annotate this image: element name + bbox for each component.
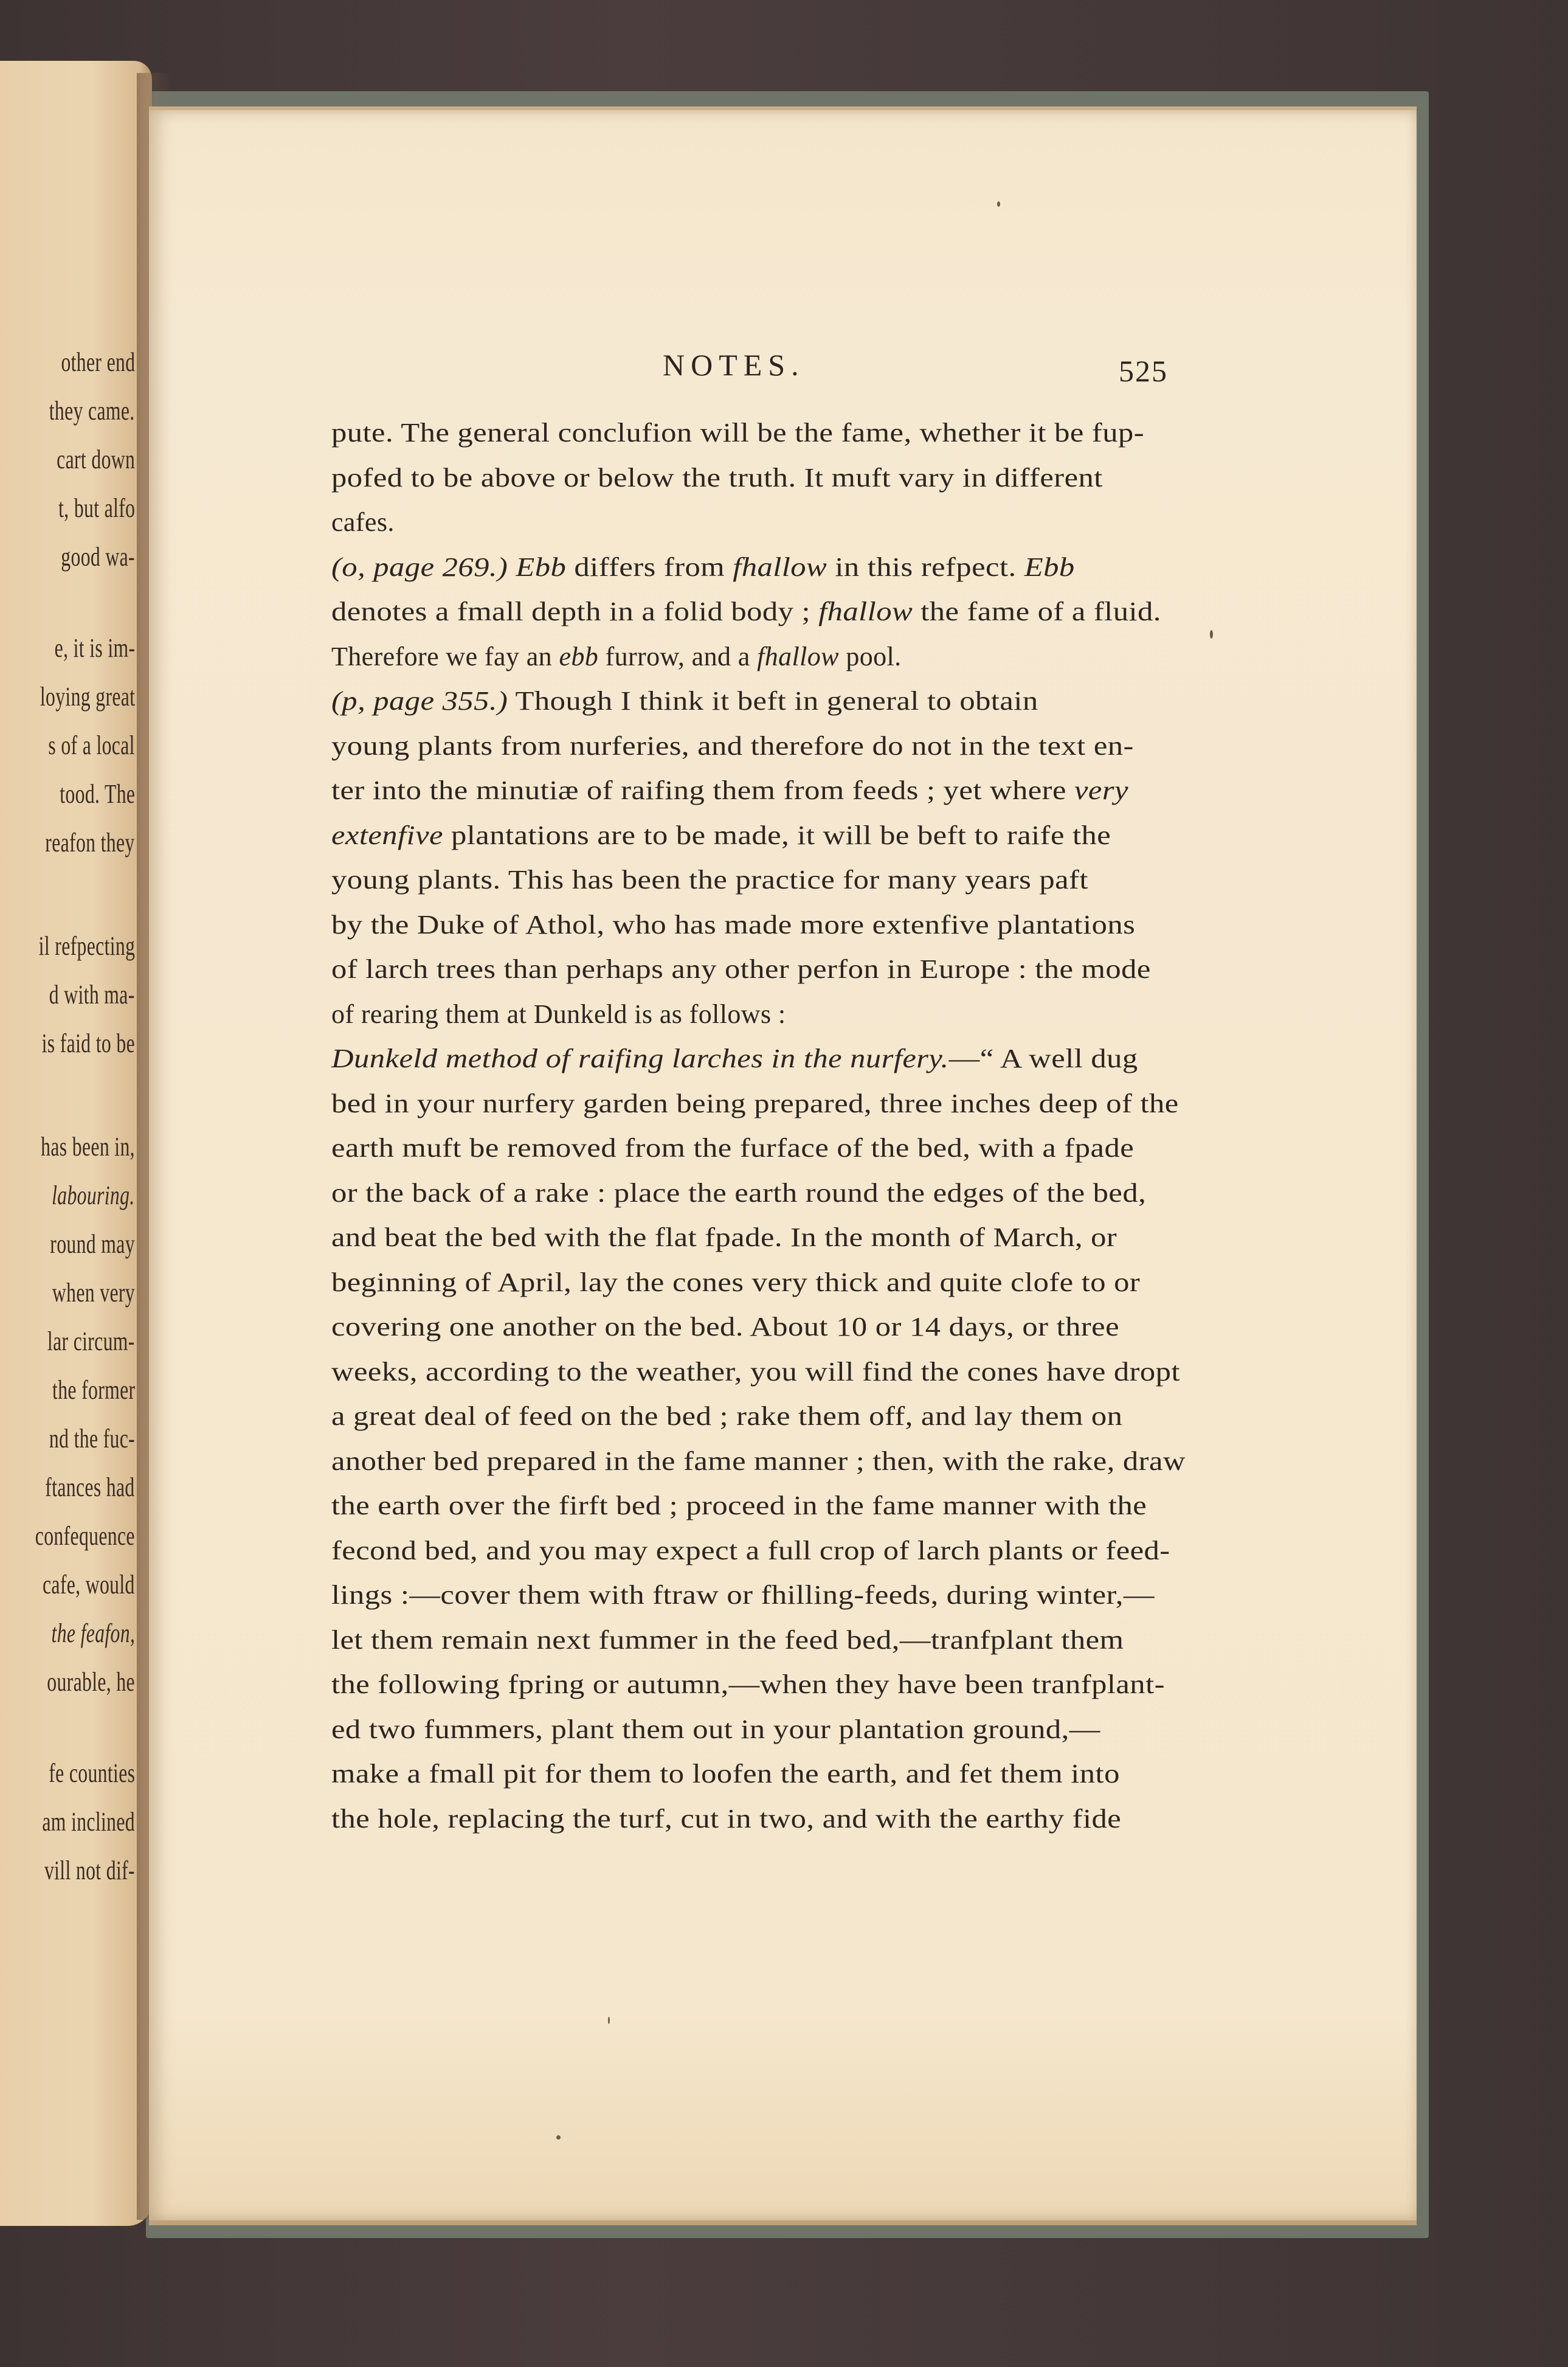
text-line <box>331 909 1135 940</box>
text-run: of larch trees than perhaps any other perfon in Europe : the mode <box>331 954 1151 984</box>
left-page-line: reafon they <box>45 828 135 858</box>
text-run: make a fmall pit for them to loofen the earth, and fet them into <box>331 1759 1120 1789</box>
text-run: bed in your nurfery garden being prepared, three inches deep of the <box>331 1088 1179 1118</box>
text-line <box>331 1222 1117 1253</box>
left-page-line: nd the fuc- <box>49 1424 135 1454</box>
text-line <box>331 1132 1134 1163</box>
text-line <box>331 1177 1146 1208</box>
text-line <box>331 507 395 538</box>
left-page-line: the former <box>52 1375 135 1405</box>
text-run: Though I think it beft in general to obtain <box>508 686 1038 716</box>
text-line <box>331 552 1075 583</box>
italic-text: fhallow <box>757 641 839 671</box>
left-page-line: labouring. <box>52 1180 135 1210</box>
text-run: of rearing them at Dunkeld is as follows : <box>331 999 786 1029</box>
left-page-line: t, but alfo <box>58 493 135 523</box>
text-line <box>331 685 1038 716</box>
left-page-line: ourable, he <box>47 1667 135 1697</box>
text-run: and beat the bed with the flat fpade. In the month of March, or <box>331 1222 1117 1252</box>
text-run: fecond bed, and you may expect a full crop of larch plants or feed- <box>331 1535 1170 1565</box>
page-number: 525 <box>1119 354 1168 388</box>
left-page-line: am inclined <box>42 1807 135 1837</box>
text-run: plantations are to be made, it will be beft to raife the <box>443 820 1111 850</box>
left-page-line: round may <box>50 1229 135 1259</box>
left-page-line: s of a local <box>48 730 135 760</box>
left-page-line: is faid to be <box>41 1028 135 1058</box>
ink-speck <box>997 201 1000 207</box>
left-page-line: when very <box>52 1278 135 1308</box>
italic-text: (p, page 355.) <box>331 686 508 716</box>
left-page-line: the feafon, <box>51 1618 135 1648</box>
ink-speck <box>608 2017 610 2024</box>
text-line <box>331 864 1088 895</box>
text-run: beginning of April, lay the cones very thick and quite clofe to or <box>331 1267 1141 1297</box>
left-page-line: ftances had <box>45 1472 135 1502</box>
left-page-line: good wa- <box>61 542 135 572</box>
text-line <box>331 820 1111 851</box>
text-run: young plants from nurferies, and therefore do not in the text en- <box>331 730 1134 761</box>
text-line <box>331 462 1103 493</box>
text-run: young plants. This has been the practice for many years paft <box>331 865 1088 895</box>
text-run: the hole, replacing the turf, cut in two, and with the earthy fide <box>331 1803 1122 1834</box>
left-page-line: confequence <box>35 1521 135 1551</box>
text-line <box>331 775 1128 806</box>
text-line <box>331 999 786 1030</box>
left-page <box>0 61 152 2226</box>
text-run: weeks, according to the weather, you will find the cones have dropt <box>331 1356 1180 1387</box>
text-line <box>331 730 1134 761</box>
text-run: the following fpring or autumn,—when they have been tranfplant- <box>331 1669 1165 1699</box>
text-line <box>331 1311 1119 1342</box>
text-run: earth muft be removed from the furface of the bed, with a fpade <box>331 1133 1135 1163</box>
text-line <box>331 417 1144 448</box>
left-page-line: fe counties <box>48 1758 135 1788</box>
text-line <box>331 1490 1147 1521</box>
text-run: ed two fummers, plant them out in your plantation ground,— <box>331 1714 1100 1744</box>
text-run: covering one another on the bed. About 10 or 14 days, or three <box>331 1312 1119 1342</box>
left-page-line: tood. The <box>59 779 135 809</box>
running-head: NOTES. <box>663 348 805 382</box>
left-page-line: e, it is im- <box>54 633 135 663</box>
text-line <box>331 1043 1138 1074</box>
text-line <box>331 1401 1122 1432</box>
italic-text: ebb <box>559 641 599 671</box>
left-page-line: loying great <box>40 682 135 712</box>
left-page-line: has been in, <box>41 1132 135 1162</box>
text-line <box>331 954 1151 985</box>
text-run: pute. The general conclufion will be the fame, whether it be fup- <box>331 418 1145 448</box>
left-page-line: lar circum- <box>47 1326 135 1356</box>
left-page-line: other end <box>61 347 135 377</box>
ink-speck <box>1210 630 1213 639</box>
text-run: let them remain next fummer in the feed bed,—tranfplant them <box>331 1624 1124 1655</box>
text-run: by the Duke of Athol, who has made more extenfive plantations <box>331 909 1136 940</box>
text-run: lings :—cover them with ftraw or fhilling-feeds, during winter,— <box>331 1580 1155 1610</box>
italic-text: (o, page 269.) Ebb <box>331 552 567 582</box>
left-page-line: cafe, would <box>43 1570 135 1599</box>
italic-text: fhallow <box>733 552 827 582</box>
text-line <box>331 1714 1100 1745</box>
text-line <box>331 1356 1180 1387</box>
text-run: furrow, and a <box>598 641 758 671</box>
text-run: differs from <box>566 552 733 582</box>
text-run: cafes. <box>331 507 395 537</box>
page-header <box>149 347 1417 408</box>
text-line <box>331 1579 1155 1610</box>
text-run: in this refpect. <box>827 552 1024 582</box>
text-line <box>331 1267 1140 1298</box>
italic-text: fhallow <box>818 597 913 626</box>
left-page-line: d with ma- <box>49 980 135 1010</box>
text-run: ter into the minutiæ of raifing them from feeds ; yet where <box>331 775 1075 805</box>
text-line <box>331 1669 1165 1700</box>
text-run: denotes a fmall depth in a folid body ; <box>331 597 819 626</box>
left-page-line: they came. <box>49 396 135 426</box>
text-line <box>331 596 1161 627</box>
ink-speck <box>556 2135 561 2140</box>
text-line <box>331 1446 1186 1477</box>
text-line <box>331 1758 1120 1789</box>
text-line <box>331 1803 1121 1834</box>
italic-text: very <box>1074 775 1128 805</box>
text-line <box>331 641 902 672</box>
left-page-line: il refpecting <box>38 931 135 961</box>
text-run: Therefore we fay an <box>331 641 559 671</box>
text-line <box>331 1535 1170 1566</box>
text-line <box>331 1088 1179 1119</box>
italic-text: Dunkeld method of raifing larches in the nurfery. <box>331 1044 949 1073</box>
text-run: the earth over the firft bed ; proceed in the fame manner with the <box>331 1491 1147 1520</box>
text-run: —“ A well dug <box>948 1044 1138 1073</box>
text-run: pofed to be above or below the truth. It muft vary in different <box>331 462 1103 493</box>
text-run: another bed prepared in the fame manner ; then, with the rake, draw <box>331 1446 1186 1476</box>
text-run: or the back of a rake : place the earth round the edges of the bed, <box>331 1177 1147 1208</box>
text-run: pool. <box>838 641 902 671</box>
italic-text: extenfive <box>331 820 443 850</box>
right-page <box>149 106 1417 2225</box>
left-page-line: cart down <box>56 445 135 474</box>
italic-text: Ebb <box>1024 552 1075 582</box>
text-line <box>331 1624 1124 1655</box>
text-run: a great deal of feed on the bed ; rake them off, and lay them on <box>331 1401 1123 1431</box>
text-run: the fame of a fluid. <box>913 597 1161 626</box>
left-page-line: vill not dif- <box>44 1856 135 1885</box>
